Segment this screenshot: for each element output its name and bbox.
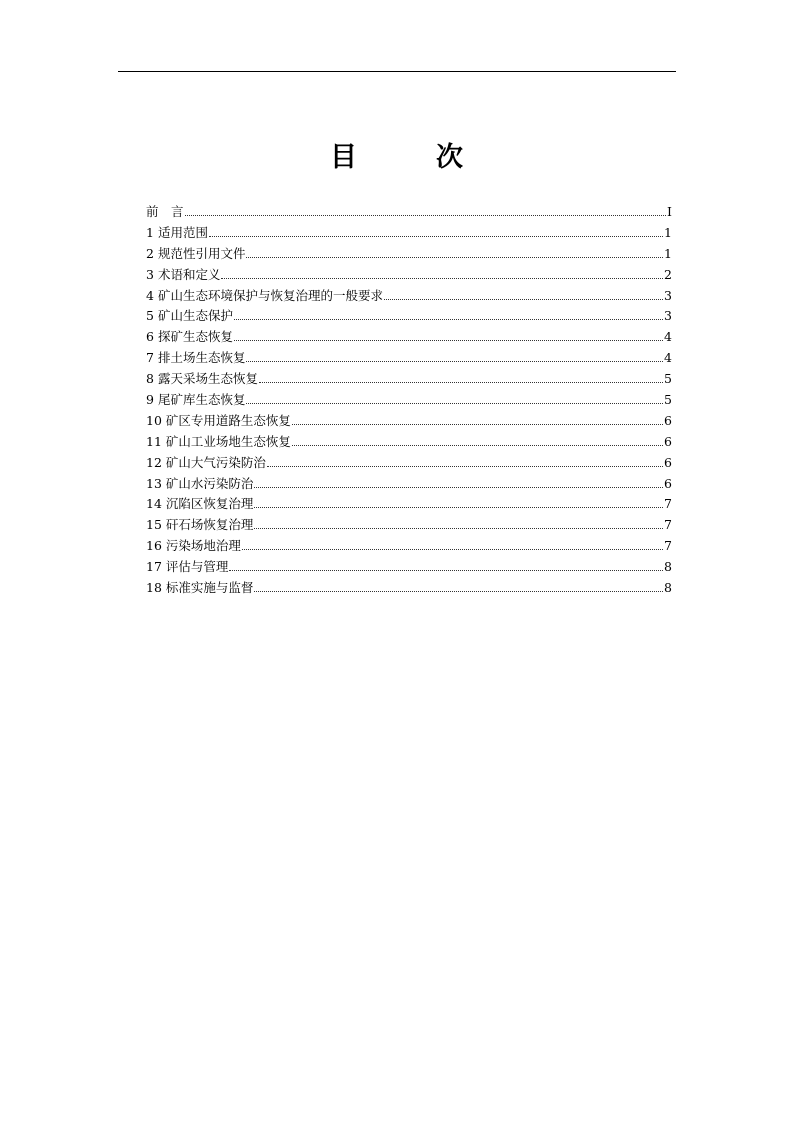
header-rule bbox=[118, 71, 676, 72]
toc-entry-10[interactable] bbox=[146, 411, 672, 432]
toc-entry-number: 2 bbox=[146, 245, 154, 261]
toc-entry-page: 4 bbox=[664, 329, 672, 345]
toc-entry-number: 5 bbox=[146, 308, 154, 324]
dot-leader bbox=[254, 486, 663, 488]
dot-leader bbox=[246, 256, 663, 258]
table-of-contents bbox=[146, 202, 672, 599]
toc-entry-page: 6 bbox=[664, 433, 672, 449]
toc-entry-title: 探矿生态恢复 bbox=[157, 329, 233, 345]
toc-entry-page: 3 bbox=[664, 308, 672, 324]
toc-entry-page: 2 bbox=[664, 266, 672, 282]
toc-entry-number: 9 bbox=[146, 392, 154, 408]
toc-entry-title: 矿山生态保护 bbox=[157, 308, 233, 324]
toc-entry-number: 18 bbox=[146, 580, 162, 596]
toc-entry-page: 6 bbox=[664, 412, 672, 428]
dot-leader bbox=[254, 590, 663, 592]
toc-entry-title: 排土场生态恢复 bbox=[157, 350, 246, 366]
toc-entry-title: 矿山生态环境保护与恢复治理的一般要求 bbox=[157, 287, 383, 303]
toc-entry-number: 14 bbox=[146, 496, 162, 512]
toc-entry-title: 标准实施与监督 bbox=[165, 580, 254, 596]
dot-leader bbox=[242, 548, 663, 550]
toc-entry-page: 5 bbox=[664, 392, 672, 408]
toc-entry-title: 评估与管理 bbox=[165, 559, 229, 575]
dot-leader bbox=[221, 277, 663, 279]
toc-entry-3[interactable] bbox=[146, 265, 672, 286]
toc-entry-title: 矿山大气污染防治 bbox=[165, 454, 266, 470]
toc-entry-page: 6 bbox=[664, 475, 672, 491]
toc-entry-title: 术语和定义 bbox=[157, 266, 221, 282]
toc-entry-page: 7 bbox=[664, 517, 672, 533]
toc-entry-page: 6 bbox=[664, 454, 672, 470]
toc-entry-number: 17 bbox=[146, 559, 162, 575]
dot-leader bbox=[292, 423, 663, 425]
toc-entry-title: 露天采场生态恢复 bbox=[157, 371, 258, 387]
toc-entry-number: 3 bbox=[146, 266, 154, 282]
dot-leader bbox=[229, 569, 663, 571]
toc-entry-15[interactable] bbox=[146, 515, 672, 536]
toc-entry-number: 4 bbox=[146, 287, 154, 303]
dot-leader bbox=[254, 506, 663, 508]
toc-entry-4[interactable] bbox=[146, 286, 672, 307]
toc-entry-5[interactable] bbox=[146, 306, 672, 327]
toc-entry-9[interactable] bbox=[146, 390, 672, 411]
toc-entry-number: 7 bbox=[146, 350, 154, 366]
toc-entry-7[interactable] bbox=[146, 348, 672, 369]
toc-entry-foreword[interactable] bbox=[146, 202, 672, 223]
toc-entry-6[interactable] bbox=[146, 327, 672, 348]
toc-entry-number: 15 bbox=[146, 517, 162, 533]
toc-entry-page: 8 bbox=[664, 559, 672, 575]
dot-leader bbox=[267, 465, 663, 467]
toc-entry-17[interactable] bbox=[146, 557, 672, 578]
toc-entry-page: 7 bbox=[664, 496, 672, 512]
toc-entry-13[interactable] bbox=[146, 474, 672, 495]
toc-entry-title: 尾矿库生态恢复 bbox=[157, 392, 246, 408]
toc-entry-page: 4 bbox=[664, 350, 672, 366]
toc-entry-number: 12 bbox=[146, 454, 162, 470]
toc-entry-title: 矸石场恢复治理 bbox=[165, 517, 254, 533]
toc-entry-number: 8 bbox=[146, 371, 154, 387]
toc-entry-1[interactable] bbox=[146, 223, 672, 244]
dot-leader bbox=[254, 527, 663, 529]
toc-entry-number: 16 bbox=[146, 538, 162, 554]
dot-leader bbox=[246, 360, 663, 362]
toc-entry-title: 适用范围 bbox=[157, 224, 208, 240]
toc-entry-page: 7 bbox=[664, 538, 672, 554]
dot-leader bbox=[246, 402, 663, 404]
toc-entry-title: 沉陷区恢复治理 bbox=[165, 496, 254, 512]
toc-entry-18[interactable] bbox=[146, 578, 672, 599]
toc-entry-title: 矿山水污染防治 bbox=[165, 475, 254, 491]
toc-entry-page: 8 bbox=[664, 580, 672, 596]
dot-leader bbox=[384, 298, 663, 300]
toc-entry-page: 3 bbox=[664, 287, 672, 303]
toc-entry-title: 污染场地治理 bbox=[165, 538, 241, 554]
dot-leader bbox=[234, 339, 663, 341]
dot-leader bbox=[292, 444, 663, 446]
dot-leader bbox=[185, 214, 667, 216]
dot-leader bbox=[234, 318, 663, 320]
toc-entry-number: 10 bbox=[146, 412, 162, 428]
page-title: 目 次 bbox=[330, 142, 489, 173]
toc-entry-page: I bbox=[667, 204, 672, 219]
toc-entry-8[interactable] bbox=[146, 369, 672, 390]
toc-entry-page: 1 bbox=[664, 245, 672, 261]
dot-leader bbox=[259, 381, 663, 383]
toc-entry-number: 11 bbox=[146, 433, 162, 449]
toc-entry-title: 规范性引用文件 bbox=[157, 245, 246, 261]
toc-entry-12[interactable] bbox=[146, 453, 672, 474]
toc-entry-16[interactable] bbox=[146, 536, 672, 557]
toc-entry-14[interactable] bbox=[146, 494, 672, 515]
toc-entry-number: 13 bbox=[146, 475, 162, 491]
toc-entry-page: 1 bbox=[664, 224, 672, 240]
toc-entry-number: 6 bbox=[146, 329, 154, 345]
toc-entry-page: 5 bbox=[664, 371, 672, 387]
toc-entry-11[interactable] bbox=[146, 432, 672, 453]
toc-entry-2[interactable] bbox=[146, 244, 672, 265]
toc-entry-title: 矿山工业场地生态恢复 bbox=[165, 433, 291, 449]
toc-entry-number: 1 bbox=[146, 224, 154, 240]
toc-entry-title: 矿区专用道路生态恢复 bbox=[165, 412, 291, 428]
toc-entry-title: 前 言 bbox=[146, 204, 184, 219]
dot-leader bbox=[209, 235, 663, 237]
